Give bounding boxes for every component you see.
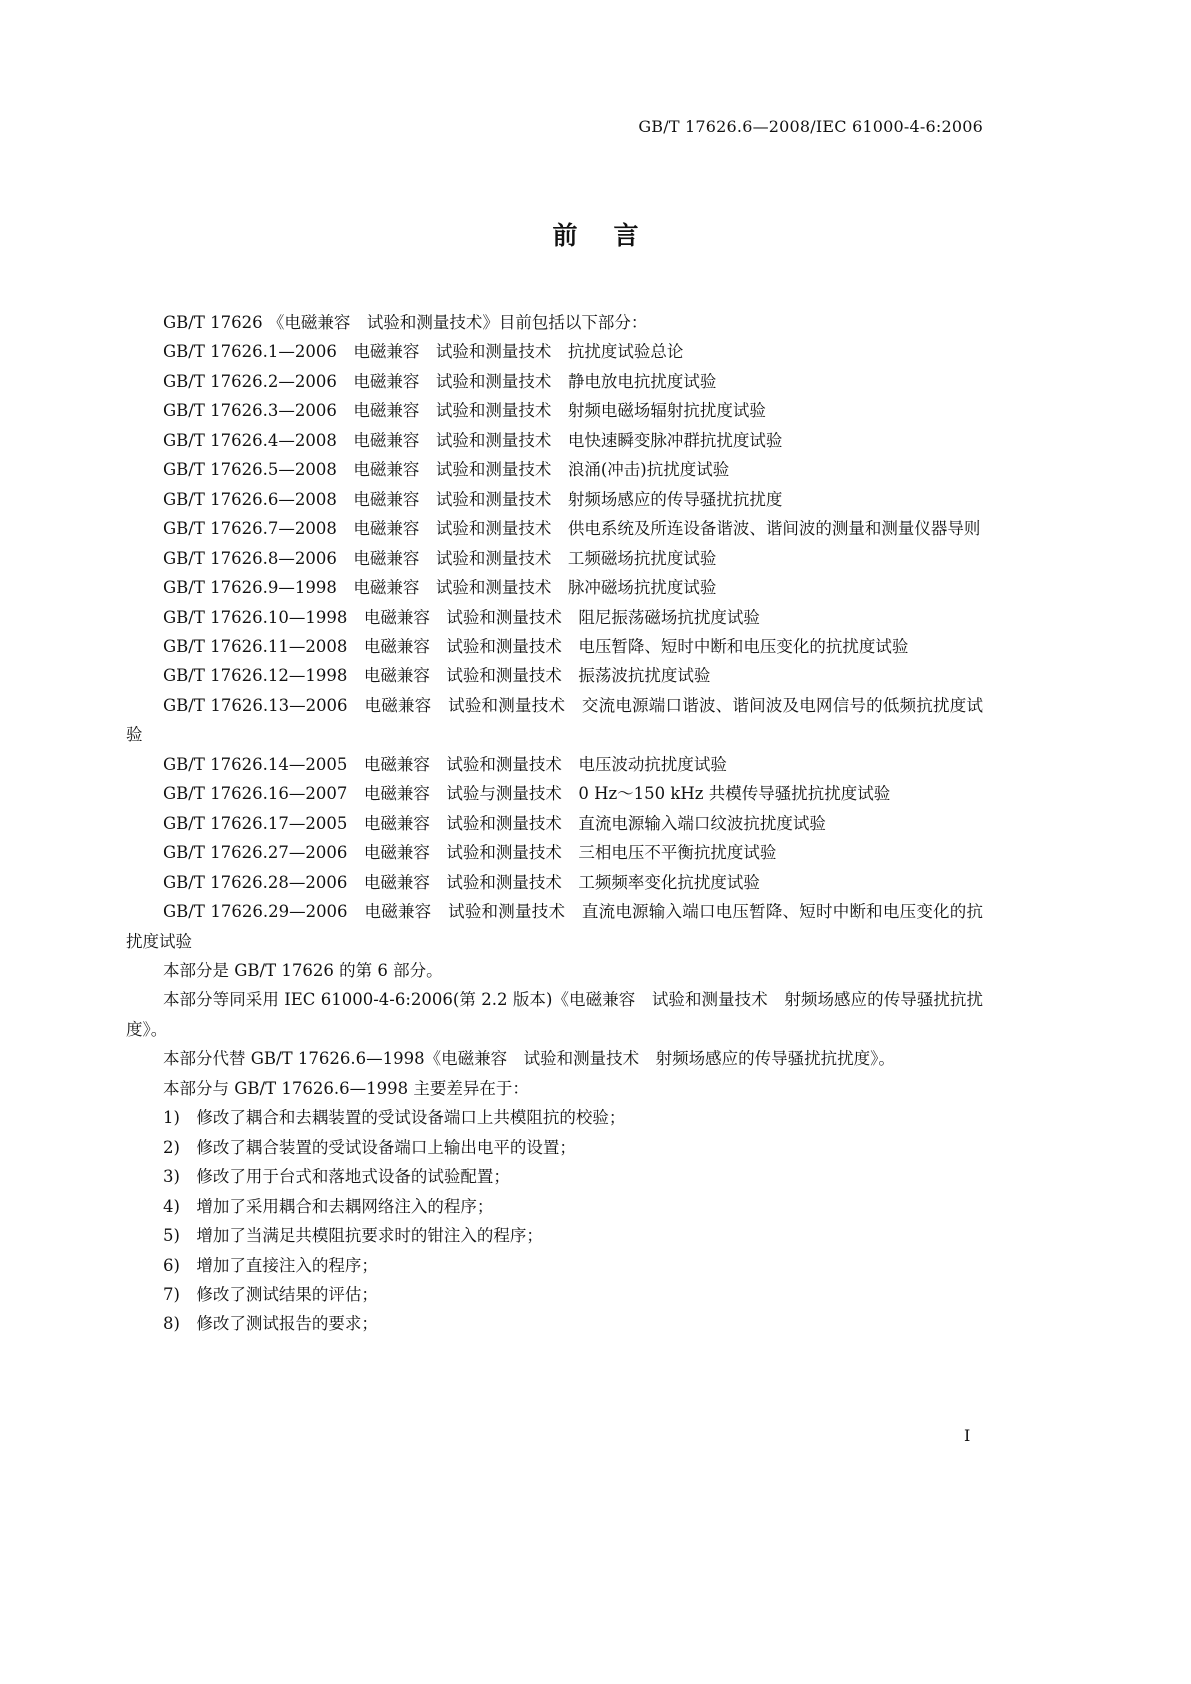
paragraph: GB/T 17626.10—1998 电磁兼容 试验和测量技术 阻尼振荡磁场抗扰度试验 — [163, 607, 760, 627]
paragraph: 本部分等同采用 IEC 61000-4-6:2006(第 2.2 版本)《电磁兼容 试验和测量技术 射频场感应的传导骚扰抗扰度》。 — [126, 990, 983, 1039]
paragraph: 本部分代替 GB/T 17626.6—1998《电磁兼容 试验和测量技术 射频场感应的传导骚扰抗扰度》。 — [163, 1049, 895, 1069]
paragraph: GB/T 17626.1—2006 电磁兼容 试验和测量技术 抗扰度试验总论 — [163, 342, 684, 362]
title-char: 前 — [552, 221, 578, 250]
paragraph: GB/T 17626.8—2006 电磁兼容 试验和测量技术 工频磁场抗扰度试验 — [163, 548, 717, 568]
paragraph: GB/T 17626.17—2005 电磁兼容 试验和测量技术 直流电源输入端口纹波抗扰度试验 — [163, 813, 826, 833]
paragraph: 8) 修改了测试报告的要求； — [163, 1314, 378, 1334]
paragraph: GB/T 17626.7—2008 电磁兼容 试验和测量技术 供电系统及所连设备谐波、谐间波的测量和测量仪器导则 — [163, 519, 981, 539]
paragraph: 本部分与 GB/T 17626.6—1998 主要差异在于： — [163, 1078, 529, 1098]
paragraph: GB/T 17626.29—2006 电磁兼容 试验和测量技术 直流电源输入端口电压暂降、短时中断和电压变化的抗扰度试验 — [126, 902, 983, 951]
paragraph: 7) 修改了测试结果的评估； — [163, 1284, 378, 1304]
paragraph: GB/T 17626.3—2006 电磁兼容 试验和测量技术 射频电磁场辐射抗扰度试验 — [163, 401, 766, 421]
paragraph: GB/T 17626.14—2005 电磁兼容 试验和测量技术 电压波动抗扰度试验 — [163, 754, 727, 774]
paragraph: GB/T 17626.27—2006 电磁兼容 试验和测量技术 三相电压不平衡抗扰度试验 — [163, 843, 777, 863]
paragraph: GB/T 17626.9—1998 电磁兼容 试验和测量技术 脉冲磁场抗扰度试验 — [163, 578, 717, 598]
paragraph: GB/T 17626.16—2007 电磁兼容 试验与测量技术 0 Hz～150 kHz 共模传导骚扰抗扰度试验 — [163, 784, 891, 804]
paragraph: 3) 修改了用于台式和落地式设备的试验配置； — [163, 1167, 510, 1187]
paragraph: GB/T 17626.12—1998 电磁兼容 试验和测量技术 振荡波抗扰度试验 — [163, 666, 711, 686]
paragraph: GB/T 17626.4—2008 电磁兼容 试验和测量技术 电快速瞬变脉冲群抗扰度试验 — [163, 430, 783, 450]
paragraph: GB/T 17626.2—2006 电磁兼容 试验和测量技术 静电放电抗扰度试验 — [163, 371, 717, 391]
page-title — [0, 216, 1191, 252]
paragraph: GB/T 17626.6—2008 电磁兼容 试验和测量技术 射频场感应的传导骚扰抗扰度 — [163, 489, 783, 509]
paragraph: 1) 修改了耦合和去耦装置的受试设备端口上共模阻抗的校验； — [163, 1108, 626, 1128]
document-body — [126, 308, 983, 1339]
paragraph: 4) 增加了采用耦合和去耦网络注入的程序； — [163, 1196, 494, 1216]
paragraph: 本部分是 GB/T 17626 的第 6 部分。 — [163, 960, 443, 980]
paragraph: GB/T 17626.28—2006 电磁兼容 试验和测量技术 工频频率变化抗扰度试验 — [163, 872, 760, 892]
paragraph: GB/T 17626.5—2008 电磁兼容 试验和测量技术 浪涌(冲击)抗扰度试验 — [163, 460, 730, 480]
paragraph: 6) 增加了直接注入的程序； — [163, 1255, 378, 1275]
paragraph: GB/T 17626 《电磁兼容 试验和测量技术》目前包括以下部分： — [163, 313, 648, 332]
title-char: 言 — [613, 221, 639, 250]
paragraph: 5) 增加了当满足共模阻抗要求时的钳注入的程序； — [163, 1226, 543, 1246]
paragraph: 2) 修改了耦合装置的受试设备端口上输出电平的设置； — [163, 1137, 576, 1157]
paragraph: GB/T 17626.13—2006 电磁兼容 试验和测量技术 交流电源端口谐波、谐间波及电网信号的低频抗扰度试验 — [126, 695, 983, 745]
document-header-standard-id: GB/T 17626.6—2008/IEC 61000-4-6:2006 — [638, 117, 983, 136]
paragraph: GB/T 17626.11—2008 电磁兼容 试验和测量技术 电压暂降、短时中断和电压变化的抗扰度试验 — [163, 636, 909, 656]
page-number: I — [964, 1426, 971, 1445]
